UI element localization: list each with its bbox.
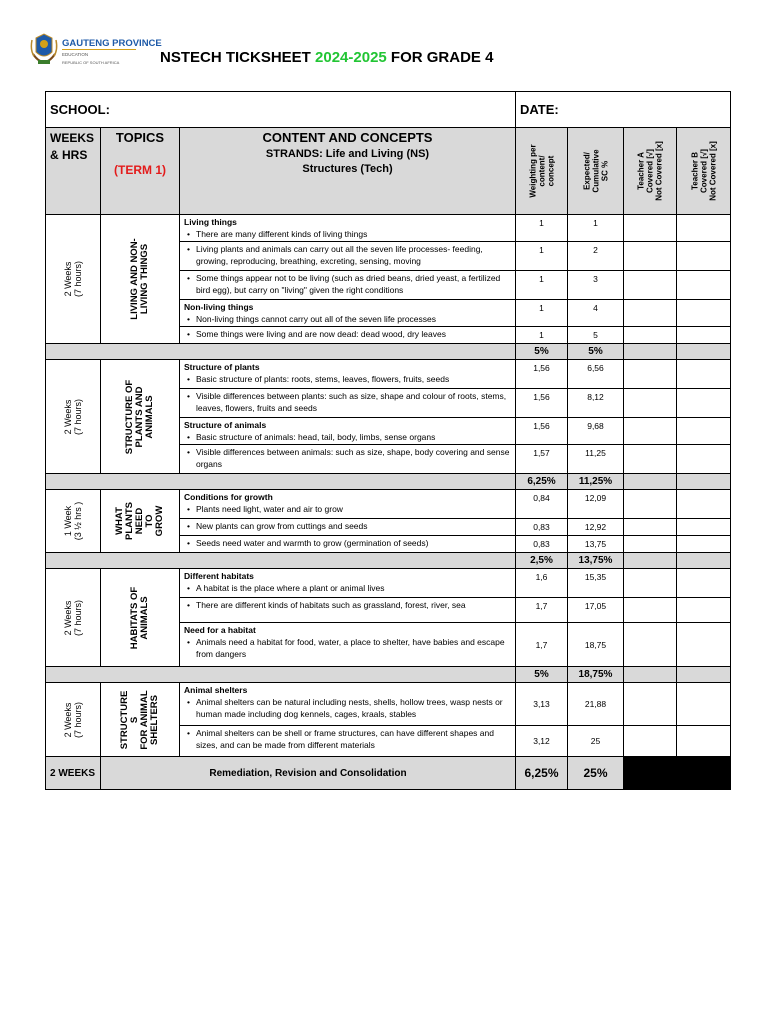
weighting-value: 1 [516,327,568,344]
teacher-a-tick[interactable] [624,360,677,389]
title-prefix: NSTECH TICKSHEET [160,49,316,66]
final-weighting: 6,25% [516,757,568,790]
gauteng-logo [30,30,162,76]
teacher-a-tick[interactable] [624,300,677,327]
subtotal-weighting: 5% [516,667,568,683]
weeks-cell [46,569,101,667]
subtotal-expected: 18,75% [568,667,624,683]
table-row [46,490,731,519]
teacher-a-tick[interactable] [624,445,677,474]
weighting-value: 1 [516,271,568,300]
weighting-value: 1,56 [516,389,568,418]
weighting-value: 1,56 [516,418,568,445]
logo-text: GAUTENG PROVINCE [62,38,162,49]
topics-label: TOPICS [115,130,165,145]
weeks-cell [46,490,101,553]
content-label: CONTENT AND CONCEPTS [262,130,433,145]
concept-bullet: • Animal shelters can be natural including nests, shells, hollow trees, wasp nests or human made including dog kennels, cages, kraals, stables [184,696,511,720]
teacher-b-tick[interactable] [677,569,731,598]
weighting-value: 0,83 [516,519,568,536]
subtotal-row [46,553,731,569]
teacher-b-tick[interactable] [677,536,731,553]
teacher-b-tick[interactable] [677,300,731,327]
expected-value: 8,12 [568,389,624,418]
subtotal-expected: 11,25% [568,474,624,490]
subtopic-heading: Animal shelters [184,685,248,695]
ticksheet-table [45,91,731,790]
teacher-a-tick[interactable] [624,726,677,757]
blacked-out-cell [624,757,731,790]
content-header [180,128,516,215]
teacher-b-tick[interactable] [677,242,731,271]
teacher-a-label: Teacher A Covered [√] Not Covered [x] [636,141,664,201]
concept-bullet: • Living plants and animals can carry out all the seven life processes- feeding, growing, reproducing, breathing, excreting, sensing, moving [184,243,511,267]
content-cell [180,271,516,300]
weeks-hours-label: 2 Weeks (7 hours) [63,701,83,738]
subtopic-heading: Non-living things [184,302,254,312]
expected-value: 12,09 [568,490,624,519]
subtotal-teacher-a [624,667,677,683]
teacher-b-tick[interactable] [677,445,731,474]
weighting-label: Weighting per content/ concept [528,144,555,198]
term-label: (TERM 1) [114,163,166,177]
content-cell [180,300,516,327]
subtotal-row [46,344,731,360]
content-cell [180,726,516,757]
weighting-value: 1 [516,215,568,242]
subtotal-spacer [46,667,516,683]
weeks-cell [46,360,101,474]
teacher-b-tick[interactable] [677,726,731,757]
expected-value: 18,75 [568,623,624,667]
table-row [46,683,731,726]
table-row [46,569,731,598]
weighting-value: 3,13 [516,683,568,726]
teacher-a-tick[interactable] [624,242,677,271]
topic-cell [101,360,180,474]
expected-value: 11,25 [568,445,624,474]
topic-label: LIVING AND NON- LIVING THINGS [129,238,150,320]
content-cell [180,242,516,271]
topic-label: HABITATS OF ANIMALS [129,586,150,649]
subtopic-heading: Different habitats [184,571,254,581]
subtopic-heading: Conditions for growth [184,492,273,502]
expected-value: 3 [568,271,624,300]
weeks-header: WEEKS & HRS [46,128,101,215]
teacher-b-tick[interactable] [677,271,731,300]
teacher-b-tick[interactable] [677,215,731,242]
teacher-b-tick[interactable] [677,327,731,344]
teacher-b-tick[interactable] [677,418,731,445]
expected-value: 6,56 [568,360,624,389]
weeks-hours-label: 2 Weeks (7 hours) [63,599,83,636]
subtotal-teacher-a [624,474,677,490]
teacher-b-tick[interactable] [677,683,731,726]
remediation-label: Remediation, Revision and Consolidation [101,757,516,790]
teacher-b-header [677,128,731,215]
topic-label: WHAT PLANTS NEED TO GROW [114,502,165,540]
teacher-a-tick[interactable] [624,389,677,418]
subtopic-heading: Structure of plants [184,362,260,372]
teacher-a-tick[interactable] [624,683,677,726]
content-cell [180,598,516,623]
subtotal-teacher-b [677,474,731,490]
expected-label: Expected/ Cumulative SC % [582,149,609,193]
concept-bullet: • Basic structure of animals: head, tail, body, limbs, sense organs [184,431,511,443]
title-suffix: FOR GRADE 4 [386,49,494,66]
weeks-hours-label: 2 Weeks (7 hours) [63,398,83,435]
topic-label: STRUCTURE OF PLANTS AND ANIMALS [124,379,155,454]
expected-value: 17,05 [568,598,624,623]
page-title [160,49,493,66]
expected-value: 12,92 [568,519,624,536]
concept-bullet: • There are different kinds of habitats such as grassland, forest, river, sea [184,599,511,611]
teacher-b-label: Teacher B Covered [√] Not Covered [x] [690,141,717,201]
final-weeks: 2 WEEKS [46,757,101,790]
teacher-a-tick[interactable] [624,327,677,344]
content-cell [180,389,516,418]
expected-value: 21,88 [568,683,624,726]
content-cell [180,683,516,726]
content-cell [180,490,516,519]
weighting-value: 0,84 [516,490,568,519]
concept-bullet: • Animal shelters can be shell or frame structures, can have different shapes and sizes, and can be made from different materials [184,727,511,751]
expected-value: 5 [568,327,624,344]
concept-bullet: • Visible differences between animals: such as size, shape, body covering and sense organs [184,446,511,470]
school-field[interactable]: SCHOOL: [46,92,516,128]
weighting-value: 1,6 [516,569,568,598]
teacher-a-header [624,128,677,215]
weeks-cell [46,683,101,757]
subtotal-expected: 5% [568,344,624,360]
weighting-header [516,128,568,215]
content-cell [180,327,516,344]
subtotal-teacher-b [677,667,731,683]
teacher-b-tick[interactable] [677,360,731,389]
teacher-a-tick[interactable] [624,490,677,519]
subtotal-expected: 13,75% [568,553,624,569]
remediation-row [46,757,731,790]
concept-bullet: • Some things were living and are now dead: dead wood, dry leaves [184,328,511,340]
weighting-value: 1 [516,300,568,327]
weighting-value: 3,12 [516,726,568,757]
content-cell [180,445,516,474]
teacher-a-tick[interactable] [624,623,677,667]
concept-bullet: • New plants can grow from cuttings and seeds [184,520,511,532]
subtotal-teacher-b [677,344,731,360]
content-cell [180,215,516,242]
expected-value: 9,68 [568,418,624,445]
weeks-hours-label: 1 Week (3 ½ hrs ) [63,501,83,541]
concept-bullet: • There are many different kinds of living things [184,228,511,240]
teacher-b-tick[interactable] [677,623,731,667]
weighting-value: 1,56 [516,360,568,389]
weeks-cell [46,215,101,344]
content-cell [180,360,516,389]
logo-subtext-2: REPUBLIC OF SOUTH AFRICA [62,60,120,65]
subtotal-row [46,667,731,683]
teacher-b-tick[interactable] [677,389,731,418]
concept-bullet: • Some things appear not to be living (such as dried beans, dried yeast, a fertilized bird egg), but carry on "living" given the right conditions [184,272,511,296]
weighting-value: 1 [516,242,568,271]
topics-header [101,128,180,215]
topic-label: STRUCTURE S FOR ANIMAL SHELTERS [119,689,160,750]
teacher-a-tick[interactable] [624,569,677,598]
subtotal-spacer [46,344,516,360]
subtopic-heading: Need for a habitat [184,625,256,635]
expected-value: 4 [568,300,624,327]
subtotal-weighting: 5% [516,344,568,360]
weighting-value: 0,83 [516,536,568,553]
subtotal-spacer [46,474,516,490]
teacher-b-tick[interactable] [677,490,731,519]
final-expected: 25% [568,757,624,790]
subtotal-spacer [46,553,516,569]
topic-cell [101,490,180,553]
concept-bullet: • Plants need light, water and air to grow [184,503,511,515]
content-cell [180,536,516,553]
topic-cell [101,683,180,757]
subtotal-row [46,474,731,490]
teacher-a-tick[interactable] [624,536,677,553]
concept-bullet: • Seeds need water and warmth to grow (germination of seeds) [184,537,511,549]
teacher-a-tick[interactable] [624,215,677,242]
logo-divider [62,49,136,50]
topic-cell [101,569,180,667]
topic-cell [101,215,180,344]
expected-value: 2 [568,242,624,271]
concept-bullet: • Visible differences between plants: such as size, shape and colour of roots, stems, leaves, flowers, fruits and seeds [184,390,511,414]
structures-label: Structures (Tech) [302,163,393,175]
teacher-b-tick[interactable] [677,519,731,536]
subtopic-heading: Living things [184,217,237,227]
title-year: 2024-2025 [315,49,387,66]
weighting-value: 1,7 [516,598,568,623]
subtotal-weighting: 6,25% [516,474,568,490]
concept-bullet: • Animals need a habitat for food, water, a place to shelter, have babies and escape from dangers [184,636,511,660]
expected-value: 15,35 [568,569,624,598]
table-row [46,215,731,242]
concept-bullet: • Non-living things cannot carry out all of the seven life processes [184,313,511,325]
weighting-value: 1,57 [516,445,568,474]
subtotal-teacher-a [624,344,677,360]
content-cell [180,569,516,598]
content-cell [180,623,516,667]
expected-header [568,128,624,215]
logo-subtext: EDUCATION [62,52,89,57]
date-field[interactable]: DATE: [516,92,731,128]
subtotal-teacher-b [677,553,731,569]
subtopic-heading: Structure of animals [184,420,267,430]
teacher-a-tick[interactable] [624,418,677,445]
concept-bullet: • A habitat is the place where a plant or animal lives [184,582,511,594]
concept-bullet: • Basic structure of plants: roots, stems, leaves, flowers, fruits, seeds [184,373,511,385]
strands-label: STRANDS: Life and Living (NS) [265,148,430,160]
teacher-a-tick[interactable] [624,598,677,623]
content-cell [180,418,516,445]
table-row [46,360,731,389]
expected-value: 13,75 [568,536,624,553]
teacher-a-tick[interactable] [624,519,677,536]
teacher-a-tick[interactable] [624,271,677,300]
expected-value: 25 [568,726,624,757]
weighting-value: 1,7 [516,623,568,667]
subtotal-weighting: 2,5% [516,553,568,569]
weeks-hours-label: 2 Weeks (7 hours) [63,260,83,298]
teacher-b-tick[interactable] [677,598,731,623]
subtotal-teacher-a [624,553,677,569]
expected-value: 1 [568,215,624,242]
content-cell [180,519,516,536]
